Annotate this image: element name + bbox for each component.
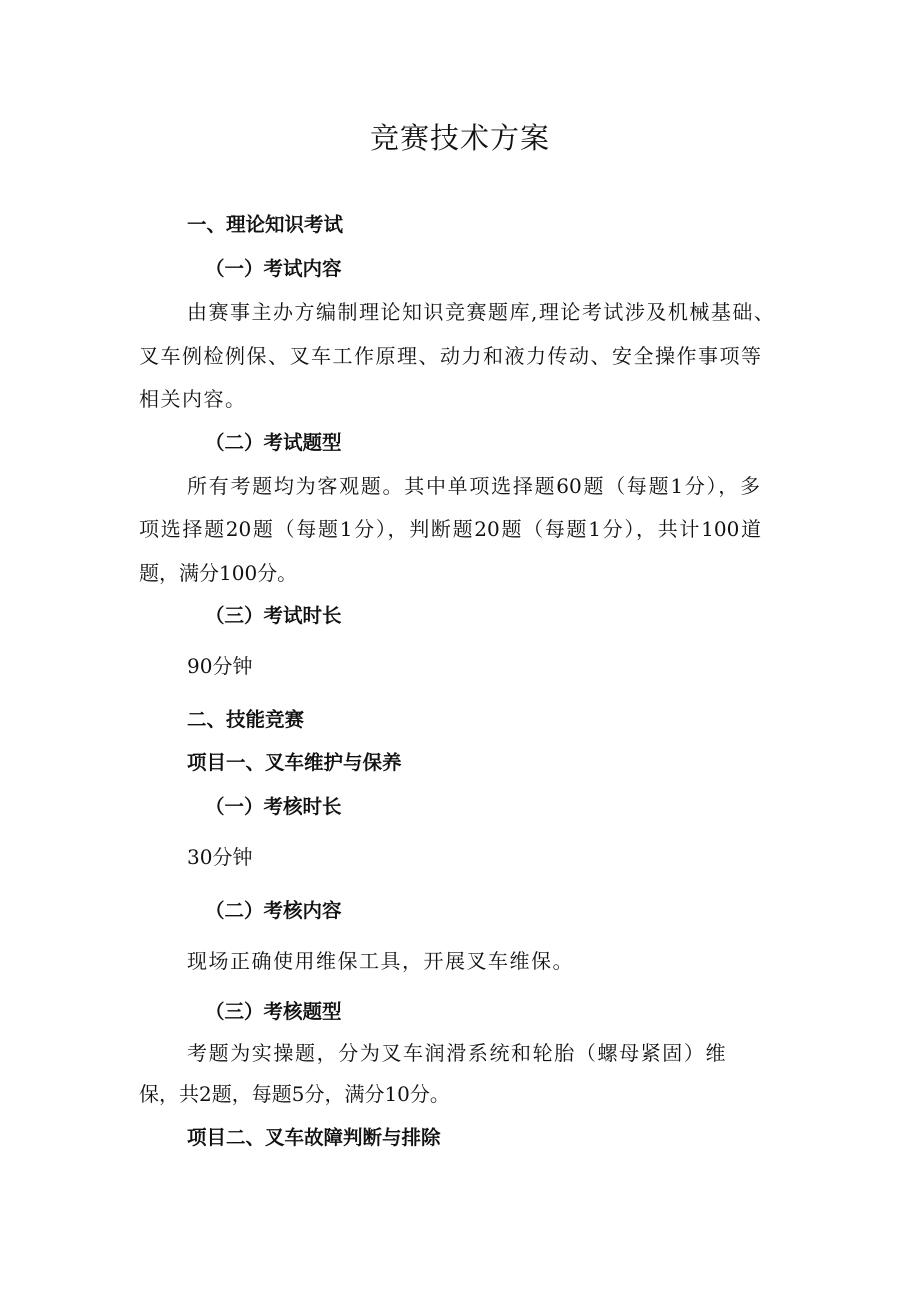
subheading-assessment-duration: （一）考核时长	[205, 795, 342, 818]
assessment-content-text: 现场正确使用维保工具，开展叉车维保。	[187, 949, 574, 973]
subheading-exam-question-type: （二）考试题型	[205, 431, 342, 454]
paragraph-line: 项选择题20题（每题1分），判断题20题（每题1分），共计100道	[139, 517, 761, 541]
assessment-duration-value: 30分钟	[187, 845, 253, 869]
subheading-assessment-question-type: （三）考核题型	[205, 1000, 342, 1023]
paragraph-line: 保，共2题，每题5分，满分10分。	[139, 1082, 450, 1106]
project-heading-forklift-maintenance: 项目一、叉车维护与保养	[187, 751, 402, 774]
project-heading-forklift-fault-diagnosis: 项目二、叉车故障判断与排除	[187, 1126, 441, 1149]
paragraph-line: 由赛事主办方编制理论知识竞赛题库,理论考试涉及机械基础、	[187, 300, 776, 324]
paragraph-line: 相关内容。	[139, 387, 247, 411]
document-title: 竞赛技术方案	[369, 121, 550, 155]
section-heading-theory-exam: 一、理论知识考试	[187, 213, 344, 236]
exam-duration-value: 90分钟	[187, 654, 253, 678]
paragraph-line: 叉车例检例保、叉车工作原理、动力和液力传动、安全操作事项等	[139, 344, 763, 368]
subheading-assessment-content: （二）考核内容	[205, 899, 342, 922]
section-heading-skills-competition: 二、技能竞赛	[187, 708, 305, 731]
paragraph-line: 考题为实操题，分为叉车润滑系统和轮胎（螺母紧固）维	[187, 1041, 727, 1065]
paragraph-line: 题，满分100分。	[139, 561, 298, 585]
subheading-exam-content: （一）考试内容	[205, 257, 342, 280]
paragraph-line: 所有考题均为客观题。其中单项选择题60题（每题1分），多	[187, 474, 760, 498]
subheading-exam-duration: （三）考试时长	[205, 604, 342, 627]
